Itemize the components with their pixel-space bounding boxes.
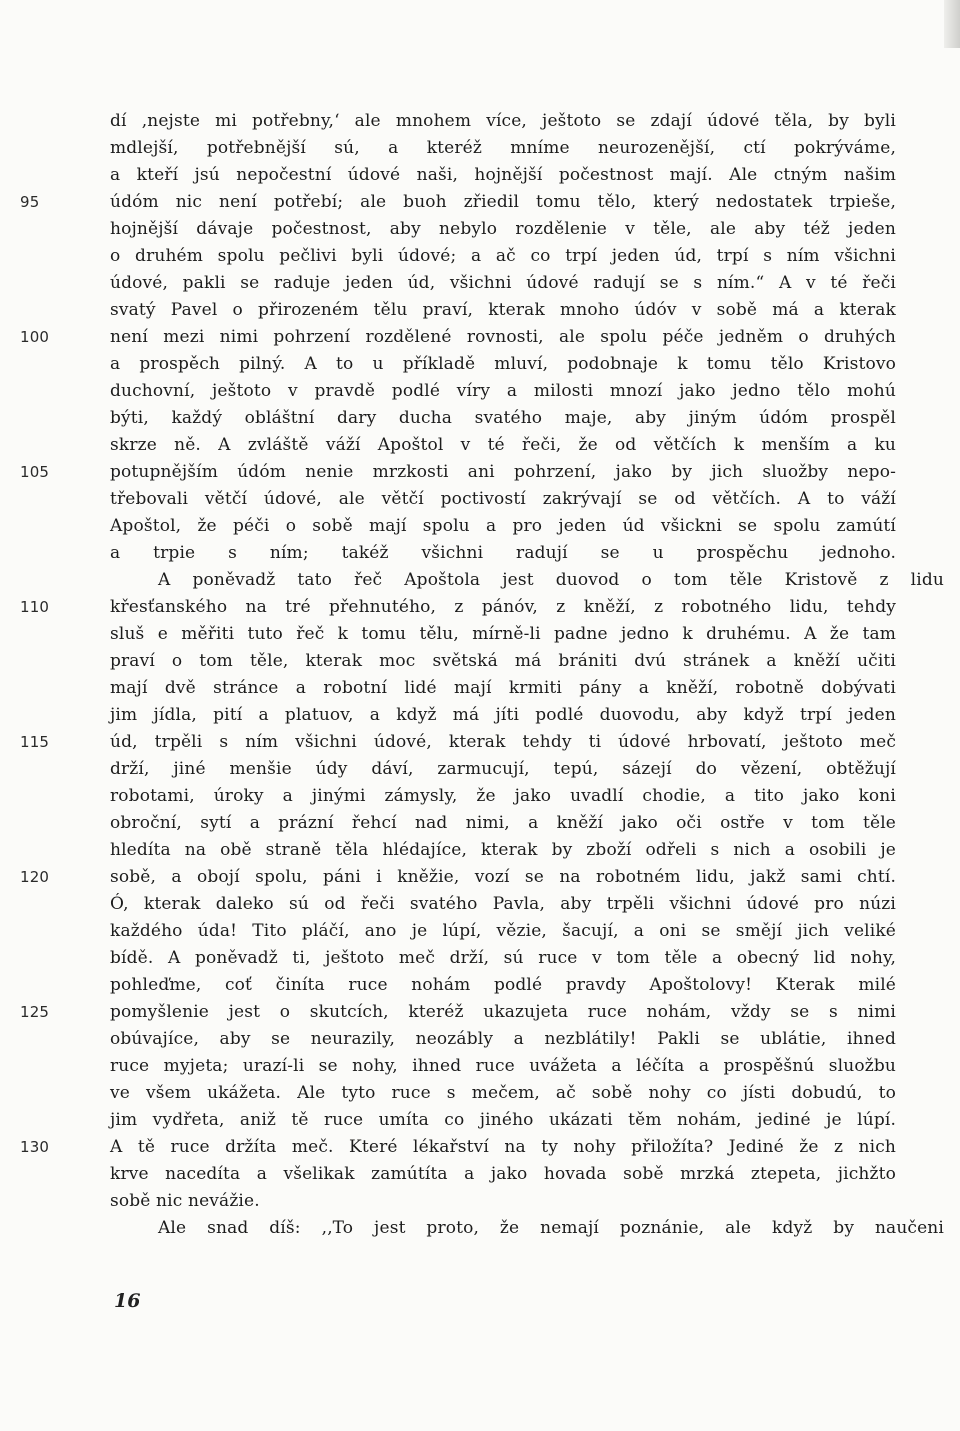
text-line [110,135,896,162]
line-text: není mezi nimi pohrzení rozdělené rovnosti, ale spolu péče jedněm o druhých [110,327,896,347]
line-text: pomyšlenie jest o skutcích, kteréž ukazujeta ruce nohám, vždy se s nimi [110,1002,896,1022]
text-line [110,648,896,675]
text-line [110,351,896,378]
text-line [110,486,896,513]
text-line [110,810,896,837]
line-text: a prospěch pilný. A to u příkladě mluví, podobnaje k tomu tělo Kristovo [110,354,896,374]
line-text: údové, pakli se raduje jeden úd, všichni údové radují se s ním.“ A v té řeči [110,273,896,293]
line-text: obúvajíce, aby se neurazily, neozábly a nezblátily! Pakli se ublátie, ihned [110,1029,896,1049]
line-text: sluš e měřiti tuto řeč k tomu tělu, mírně-li padne jedno k druhému. A že tam [110,624,896,644]
line-text: skrze ně. A zvláště váží Apoštol v té řeči, že od větčích k menším a ku [110,435,896,455]
text-line [110,1188,896,1215]
text-line [110,108,896,135]
page-number: 16 [114,1290,141,1312]
line-text: sobě nic nevážie. [110,1191,260,1211]
line-text: mají dvě stránce a robotní lidé mají krmiti pány a kněží, robotně dobývati [110,678,896,698]
line-text: hledíta na obě straně těla hlédajíce, kterak by zboží odřeli s nich a osobili je [110,840,896,860]
text-line [110,540,896,567]
line-number: 100 [20,328,50,346]
line-text: jim jídla, pití a platuov, a když má jíti podlé duovodu, aby když trpí jeden [110,705,896,725]
line-text: býti, každý obláštní dary ducha svatého maje, aby jiným údóm prospěl [110,408,896,428]
text-line [110,945,896,972]
line-text: sobě, a obojí spolu, páni i kněžie, vozí se na robotném lidu, jakž sami chtí. [110,867,896,887]
text-line [20,594,896,621]
line-text: robotami, úroky a jinými zámysly, že jako uvadlí chodie, a tito jako koni [110,786,896,806]
line-number: 110 [20,598,50,616]
line-text: každého úda! Tito pláčí, ano je lúpí, vězie, šacují, a oni se smějí jich veliké [110,921,896,941]
text-line [110,891,896,918]
text-line [110,783,896,810]
line-text: pohleďme, coť činíta ruce nohám podlé pravdy Apoštolovy! Kterak milé [110,975,896,995]
scan-edge-shadow [944,0,960,48]
text-line [110,1026,896,1053]
line-text: duchovní, ještoto v pravdě podlé víry a milosti mnozí jako jedno tělo mohú [110,381,896,401]
text-line [110,837,896,864]
line-text: potupnějším údóm nenie mrzkosti ani pohrzení, jako by jich sluožby nepo- [110,462,896,482]
line-text: o druhém spolu pečlivi byli údové; a ač co trpí jeden úd, trpí s ním všichni [110,246,896,266]
line-number: 115 [20,733,50,751]
line-text: A tě ruce držíta meč. Které lékařství na ty nohy přiložíta? Jediné že z nich [110,1137,896,1157]
text-line [20,189,896,216]
line-text: praví o tom těle, kterak moc světská má brániti dvú stránek a kněží učiti [110,651,896,671]
text-line [20,999,896,1026]
text-line [110,216,896,243]
text-line [110,702,896,729]
text-line [110,1107,896,1134]
line-text: jim vydřeta, aniž tě ruce umíta co jiného ukázati těm nohám, jediné je lúpí. [110,1110,896,1130]
text-line [20,459,896,486]
text-line [20,1134,896,1161]
line-text: mdlejší, potřebnější sú, a kteréž mníme neurozenější, ctí pokrýváme, [110,138,896,158]
line-text: Ó, kterak daleko sú od řeči svatého Pavla, aby trpěli všichni údové pro núzi [110,894,896,914]
text-line [110,297,896,324]
line-number: 130 [20,1138,50,1156]
text-line [110,1080,896,1107]
line-text: úd, trpěli s ním všichni údové, kterak tehdy ti údové hrbovatí, ještoto meč [110,732,896,752]
text-line [110,918,896,945]
line-text: a kteří jsú nepočestní údové naši, hojnější počestnost mají. Ale ctným našim [110,165,896,185]
line-text: obroční, sytí a prázní řehcí nad nimi, a kněží jako oči ostře v tom těle [110,813,896,833]
text-line [20,864,896,891]
line-text: A poněvadž tato řeč Apoštola jest duovod o tom těle Kristově z lidu [158,570,944,590]
text-line [20,729,896,756]
text-line [110,1053,896,1080]
line-text: dí ‚nejste mi potřebny,‘ ale mnohem více, ještoto se zdají údové těla, by byli [110,111,896,131]
text-line [110,405,896,432]
text-line [110,972,896,999]
line-text: krve nacedíta a všelikak zamútíta a jako hovada sobě mrzká ztepeta, jichžto [110,1164,896,1184]
text-line [110,1215,944,1242]
text-line [110,243,896,270]
text-line [110,432,896,459]
text-line [110,378,896,405]
line-text: bídě. A poněvadž ti, ještoto meč drží, sú ruce v tom těle a obecný lid nohy, [110,948,896,968]
text-line [110,567,944,594]
text-line [110,1161,896,1188]
line-number: 95 [20,193,40,211]
line-text: hojnější dávaje počestnost, aby nebylo rozdělenie v těle, ale aby též jeden [110,219,896,239]
line-number: 125 [20,1003,50,1021]
line-text: křesťanského na tré přehnutého, z pánóv, z kněží, z robotného lidu, tehdy [110,597,896,617]
line-text: Apoštol, že péči o sobě mají spolu a pro jeden úd všickni se spolu zamútí [110,516,896,536]
text-line [110,513,896,540]
body-text [20,108,944,1242]
text-line [110,162,896,189]
line-text: svatý Pavel o přirozeném tělu praví, kterak mnoho údóv v sobě má a kterak [110,300,896,320]
text-line [110,270,896,297]
text-line [20,324,896,351]
line-text: třebovali větčí údové, ale větčí poctivostí zakrývají se od větčích. A to váží [110,489,896,509]
text-line [110,621,896,648]
line-number: 105 [20,463,50,481]
line-text: údóm nic není potřebí; ale buoh zřiedil tomu tělo, který nedostatek trpieše, [110,192,896,212]
line-number: 120 [20,868,50,886]
line-text: Ale snad díš: ‚‚To jest proto, že nemají poznánie, ale když by naučeni [158,1218,944,1238]
line-text: drží, jiné menšie údy dáví, zarmucují, tepú, sázejí do vězení, obtěžují [110,759,896,779]
text-line [110,756,896,783]
line-text: ruce myjeta; urazí-li se nohy, ihned ruce uvážeta a léčíta a prospěšnú sluožbu [110,1056,896,1076]
text-line [110,675,896,702]
line-text: a trpie s ním; takéž všichni radují se u prospěchu jednoho. [110,543,896,563]
line-text: ve všem ukážeta. Ale tyto ruce s mečem, ač sobě nohy co jísti dobudú, to [110,1083,896,1103]
